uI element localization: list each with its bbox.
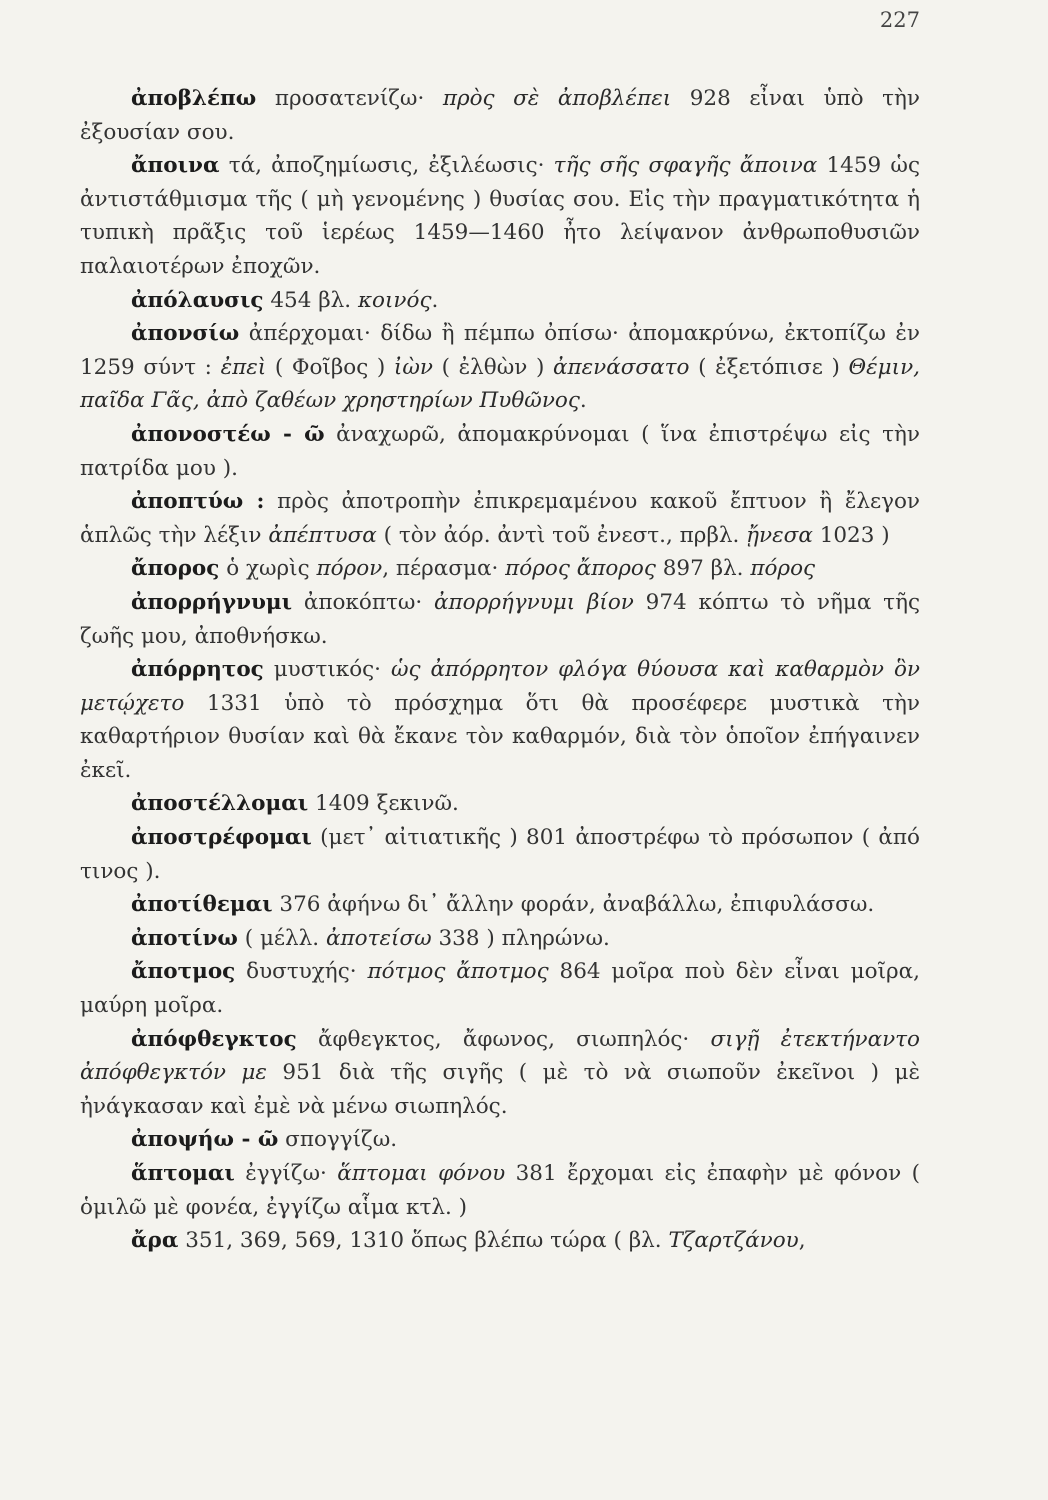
quotation: ἀπορρήγνυμι βίον — [434, 589, 634, 615]
definition-text: 1023 ) — [812, 522, 890, 548]
quotation: σιγῇ ἐτεκτήναντο ἀπόφθεγκτόν με — [80, 1026, 920, 1086]
quotation: κοινός — [357, 287, 432, 313]
glossary-entry — [80, 922, 920, 956]
definition-text: (μετ᾽ αἰτιατικῆς ) 801 ἀποστρέφω τὸ πρόσωπον ( ἀπό τινος ). — [80, 825, 920, 884]
glossary-entry — [80, 1123, 920, 1157]
definition-text: 974 κόπτω τὸ νῆμα τῆς ζωῆς μου, ἀποθνήσκω. — [80, 589, 921, 649]
headword: ἀποτίνω — [131, 925, 238, 951]
quotation: πόρος ἄπορος — [505, 556, 656, 582]
headword: ἄπορος — [131, 556, 220, 582]
page-number: 227 — [879, 8, 920, 32]
headword: ἄρα — [131, 1228, 179, 1254]
definition-text: ὁ χωρὶς — [219, 556, 317, 582]
definition-text: 376 ἀφήνω δι᾽ ἄλλην φοράν, ἀναβάλλω, ἐπιφυλάσσω. — [272, 892, 875, 918]
quotation: πόρος — [750, 556, 816, 582]
headword: ἀπόφθεγκτος — [131, 1026, 297, 1052]
quotation: ὡς ἀπόρρητον φλόγα θύουσα καὶ καθαρμὸν ὃν μετῴχετο — [80, 657, 920, 716]
quotation: πότμος ἄποτμος — [367, 959, 549, 985]
headword: ἀπόλαυσις — [131, 287, 264, 313]
definition-text: . — [579, 388, 587, 414]
definition-text: τά, ἀποζημίωσις, ἐξιλέωσις· — [219, 153, 554, 179]
glossary-entry — [80, 82, 920, 149]
definition-text: ( ἐξετόπισε ) — [689, 354, 849, 380]
glossary-entry — [80, 284, 920, 318]
glossary-entry — [80, 821, 920, 888]
glossary-entry — [80, 317, 920, 418]
quotation: ἀποτείσω — [325, 925, 432, 951]
definition-text: ἀποκόπτω· — [292, 589, 435, 615]
definition-text: ( μέλλ. — [237, 925, 326, 951]
definition-text: ἄφθεγκτος, ἄφωνος, σιωπηλός· — [296, 1026, 711, 1052]
definition-text: 381 ἔρχομαι εἰς ἐπαφὴν μὲ φόνον ( ὁμιλῶ μὲ φονέα, ἐγγίζω αἷμα κτλ. ) — [80, 1161, 920, 1220]
definition-text: ( Φοῖβος ) — [266, 354, 394, 380]
definition-text: μυστικός· — [263, 657, 391, 683]
quotation: ἀπέπτυσα — [268, 522, 377, 548]
quotation: Τζαρτζάνου — [668, 1228, 799, 1254]
glossary-entry — [80, 955, 920, 1022]
headword: ἀποψήω - ῶ — [131, 1127, 279, 1153]
glossary-entry — [80, 1224, 920, 1258]
quotation: ἐπεὶ — [220, 354, 267, 380]
definition-text: 1331 ὑπὸ τὸ πρόσχημα ὅτι θὰ προσέφερε μυστικὰ τὴν καθαρτήριον θυσίαν καὶ θὰ ἔκανε τὸν καθαρμόν, διὰ τὸν ὁποῖον ἐπήγαινεν ἐκεῖ. — [80, 690, 920, 783]
headword: ἄποτμος — [131, 959, 236, 985]
definition-text: 338 ) πληρώνω. — [431, 925, 610, 951]
definition-text: , πέρασμα· — [382, 556, 506, 582]
glossary-entry — [80, 653, 920, 787]
definition-text: 454 βλ. — [263, 287, 358, 313]
headword: ἀποβλέπω — [131, 86, 257, 111]
definition-text: ἀναχωρῶ, ἀπομακρύνομαι ( ἵνα ἐπιστρέψω εἰς τὴν πατρίδα μου ). — [80, 421, 920, 481]
definition-text: 864 μοῖρα ποὺ δὲν εἶναι μοῖρα, μαύρη μοῖρα. — [80, 959, 920, 1019]
glossary-entry — [80, 1157, 920, 1224]
quotation: Θέμιν, παῖδα Γᾶς, ἀπὸ ζαθέων χρηστηρίων Πυθῶνος — [80, 354, 920, 414]
glossary-entry — [80, 485, 920, 552]
definition-text: προσατενίζω· — [256, 86, 443, 111]
glossary-entry — [80, 418, 920, 485]
definition-text: 951 διὰ τῆς σιγῆς ( μὲ τὸ νὰ σιωποῦν ἐκεῖνοι ) μὲ ἠνάγκασαν καὶ ἐμὲ νὰ μένω σιωπηλός. — [80, 1060, 920, 1119]
quotation: τῆς σῆς σφαγῆς ἄποινα — [553, 153, 818, 179]
glossary-entry — [80, 552, 920, 586]
headword: ἀπονσίω — [131, 321, 240, 347]
definition-text: ( τὸν ἀόρ. ἀντὶ τοῦ ἐνεστ., πρβλ. — [376, 522, 747, 548]
definition-text: πρὸς ἀποτροπὴν ἐπικρεμαμένου κακοῦ ἔπτυον ἢ ἔλεγον ἁπλῶς τὴν λέξιν — [80, 489, 920, 548]
definition-text: 897 βλ. — [655, 556, 751, 582]
definition-text: 351, 369, 569, 1310 ὅπως βλέπω τώρα ( βλ. — [178, 1228, 669, 1254]
headword: ἄποινα — [131, 153, 220, 179]
definition-text: δυστυχής· — [235, 959, 368, 985]
definition-text: , — [798, 1228, 806, 1254]
quotation: ἅπτομαι φόνου — [337, 1161, 506, 1186]
glossary-entry — [80, 1023, 920, 1124]
glossary-entry — [80, 586, 920, 653]
headword: ἀπόρρητος — [131, 657, 264, 683]
headword: ἀποτίθεμαι — [131, 892, 273, 918]
quotation: πρὸς σὲ ἀποβλέπει — [442, 86, 672, 111]
headword: ἀπορρήγνυμι — [131, 589, 293, 615]
definition-text: 1409 ξεκινῶ. — [308, 791, 459, 817]
definition-text: 928 εἶναι ὑπὸ τὴν ἐξουσίαν σου. — [80, 86, 920, 145]
headword: ἀποστρέφομαι — [131, 825, 312, 851]
glossary-entries — [80, 82, 920, 1258]
definition-text: ( ἐλθὼν ) — [432, 354, 553, 380]
glossary-entry — [80, 149, 920, 283]
headword: ἀποπτύω : — [131, 489, 265, 515]
definition-text: ἐγγίζω· — [234, 1161, 338, 1186]
headword: ἀπονοστέω - ῶ — [131, 421, 325, 447]
definition-text: ἀπέρχομαι· δίδω ἢ πέμπω ὀπίσω· ἀπομακρύνω, ἐκτοπίζω ἐν 1259 σύντ : — [80, 321, 920, 380]
headword: ἅπτομαι — [131, 1161, 235, 1186]
definition-text: . — [431, 287, 439, 313]
quotation: ἀπενάσσατο — [552, 354, 690, 380]
glossary-entry — [80, 787, 920, 821]
glossary-entry — [80, 888, 920, 922]
quotation: ᾔνεσα — [746, 522, 813, 548]
definition-text: 1459 ὡς ἀντιστάθμισμα τῆς ( μὴ γενομένης ) θυσίας σου. Εἰς τὴν πραγματικότητα ἡ τυπικὴ πρᾶξις τοῦ ἱερέως 1459—1460 ἦτο λείψανον ἀνθρωποθυσιῶν παλαιοτέρων ἐποχῶν. — [80, 153, 920, 279]
quotation: ἰὼν — [393, 354, 433, 380]
quotation: πόρον — [316, 556, 383, 582]
definition-text: σπογγίζω. — [278, 1127, 398, 1153]
headword: ἀποστέλλομαι — [131, 791, 309, 817]
